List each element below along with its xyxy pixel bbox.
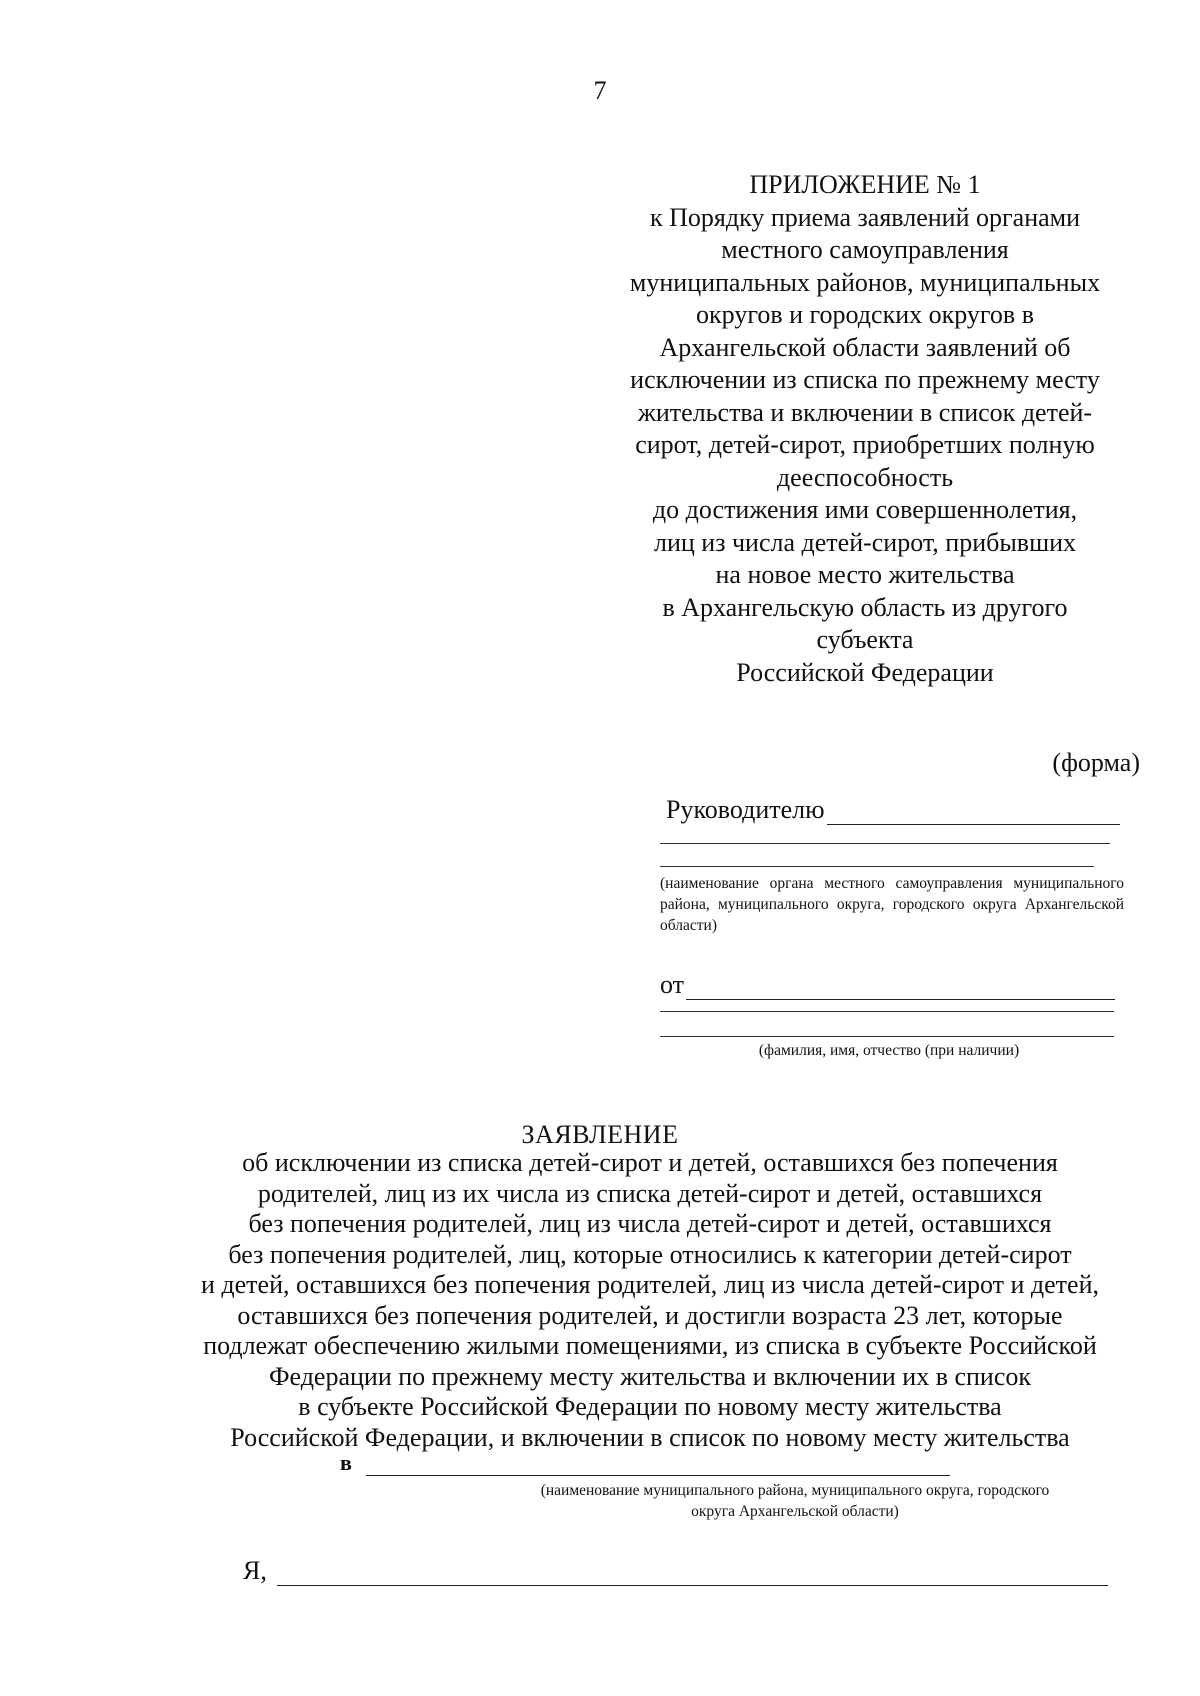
- statement-line: без попечения родителей, лиц из числа детей-сирот и детей, оставшихся: [248, 1209, 1052, 1238]
- recipient-label: Руководителю: [666, 795, 825, 824]
- appendix-line: субъекта: [816, 625, 914, 654]
- appendix-line: сирот, детей-сирот, приобретших полную: [635, 430, 1095, 459]
- statement-body: [160, 1148, 1140, 1453]
- appendix-line: Архангельской области заявлений об: [659, 332, 1071, 362]
- statement-line: Российской Федерации, и включении в список по новому месту жительства: [230, 1422, 1070, 1452]
- org-name-note: (наименование органа местного самоуправления муниципального района, муниципального округа, городского округа Архангельской области): [660, 875, 1124, 934]
- statement-line: без попечения родителей, лиц, которые относились к категории детей-сирот: [228, 1239, 1072, 1269]
- page-number: 7: [593, 76, 607, 105]
- appendix-title: ПРИЛОЖЕНИЕ № 1: [749, 170, 981, 199]
- recipient-row: [666, 795, 1120, 825]
- appendix-header: [590, 169, 1140, 689]
- appendix-line: к Порядку приема заявлений органами: [649, 202, 1081, 232]
- statement-line: в субъекте Российской Федерации по новому месту жительства: [298, 1392, 1002, 1421]
- in-label: в: [340, 1450, 352, 1475]
- recipient-input-line-3[interactable]: [660, 866, 1094, 867]
- applicant-label: Я,: [243, 1556, 267, 1585]
- appendix-line: жительства и включении в список детей-: [637, 397, 1093, 427]
- appendix-line: местного самоуправления: [721, 235, 1009, 264]
- sender-input-line-2[interactable]: [660, 1011, 1114, 1012]
- form-label: (форма): [1052, 748, 1140, 777]
- fio-note: (фамилия, имя, отчество (при наличии): [758, 1042, 1020, 1059]
- appendix-line: исключении из списка по прежнему месту: [630, 365, 1100, 394]
- municipality-row: [340, 1450, 950, 1476]
- statement-line: Федерации по прежнему месту жительства и включении их в список: [268, 1361, 1032, 1391]
- appendix-line: лиц из числа детей-сирот, прибывших: [653, 527, 1077, 557]
- appendix-line: муниципальных районов, муниципальных: [629, 267, 1101, 297]
- sender-input-line-3[interactable]: [660, 1036, 1114, 1037]
- applicant-row: [243, 1556, 1108, 1586]
- appendix-line: в Архангельскую область из другого: [662, 592, 1068, 622]
- appendix-line: дееспособность: [776, 462, 954, 492]
- appendix-line: округов и городских округов в: [696, 300, 1034, 329]
- applicant-input-line[interactable]: [277, 1561, 1108, 1586]
- statement-line: родителей, лиц из их числа из списка детей-сирот и детей, оставшихся: [257, 1178, 1043, 1208]
- appendix-line: до достижения ими совершеннолетия,: [652, 495, 1078, 524]
- sender-row: [660, 970, 1115, 1000]
- statement-title: ЗАЯВЛЕНИЕ: [521, 1120, 679, 1149]
- recipient-input-line-2[interactable]: [660, 843, 1110, 844]
- statement-line: и детей, оставшихся без попечения родителей, лиц из числа детей-сирот и детей,: [201, 1270, 1099, 1299]
- statement-line: оставшихся без попечения родителей, и достигли возраста 23 лет, которые: [237, 1300, 1063, 1330]
- appendix-line: Российской Федерации: [736, 657, 994, 687]
- recipient-input-line[interactable]: [827, 800, 1120, 825]
- municipality-note: (наименование муниципального района, муниципального округа, городского округа Архангельской области): [540, 1482, 1050, 1520]
- sender-label: от: [660, 970, 685, 999]
- appendix-line: на новое место жительства: [715, 560, 1015, 589]
- statement-line: подлежат обеспечению жилыми помещениями, из списка в субъекте Российской: [203, 1331, 1097, 1360]
- statement-line: об исключении из списка детей-сирот и детей, оставшихся без попечения: [242, 1148, 1058, 1177]
- sender-input-line[interactable]: [686, 975, 1115, 1000]
- municipality-input-line[interactable]: [366, 1455, 950, 1476]
